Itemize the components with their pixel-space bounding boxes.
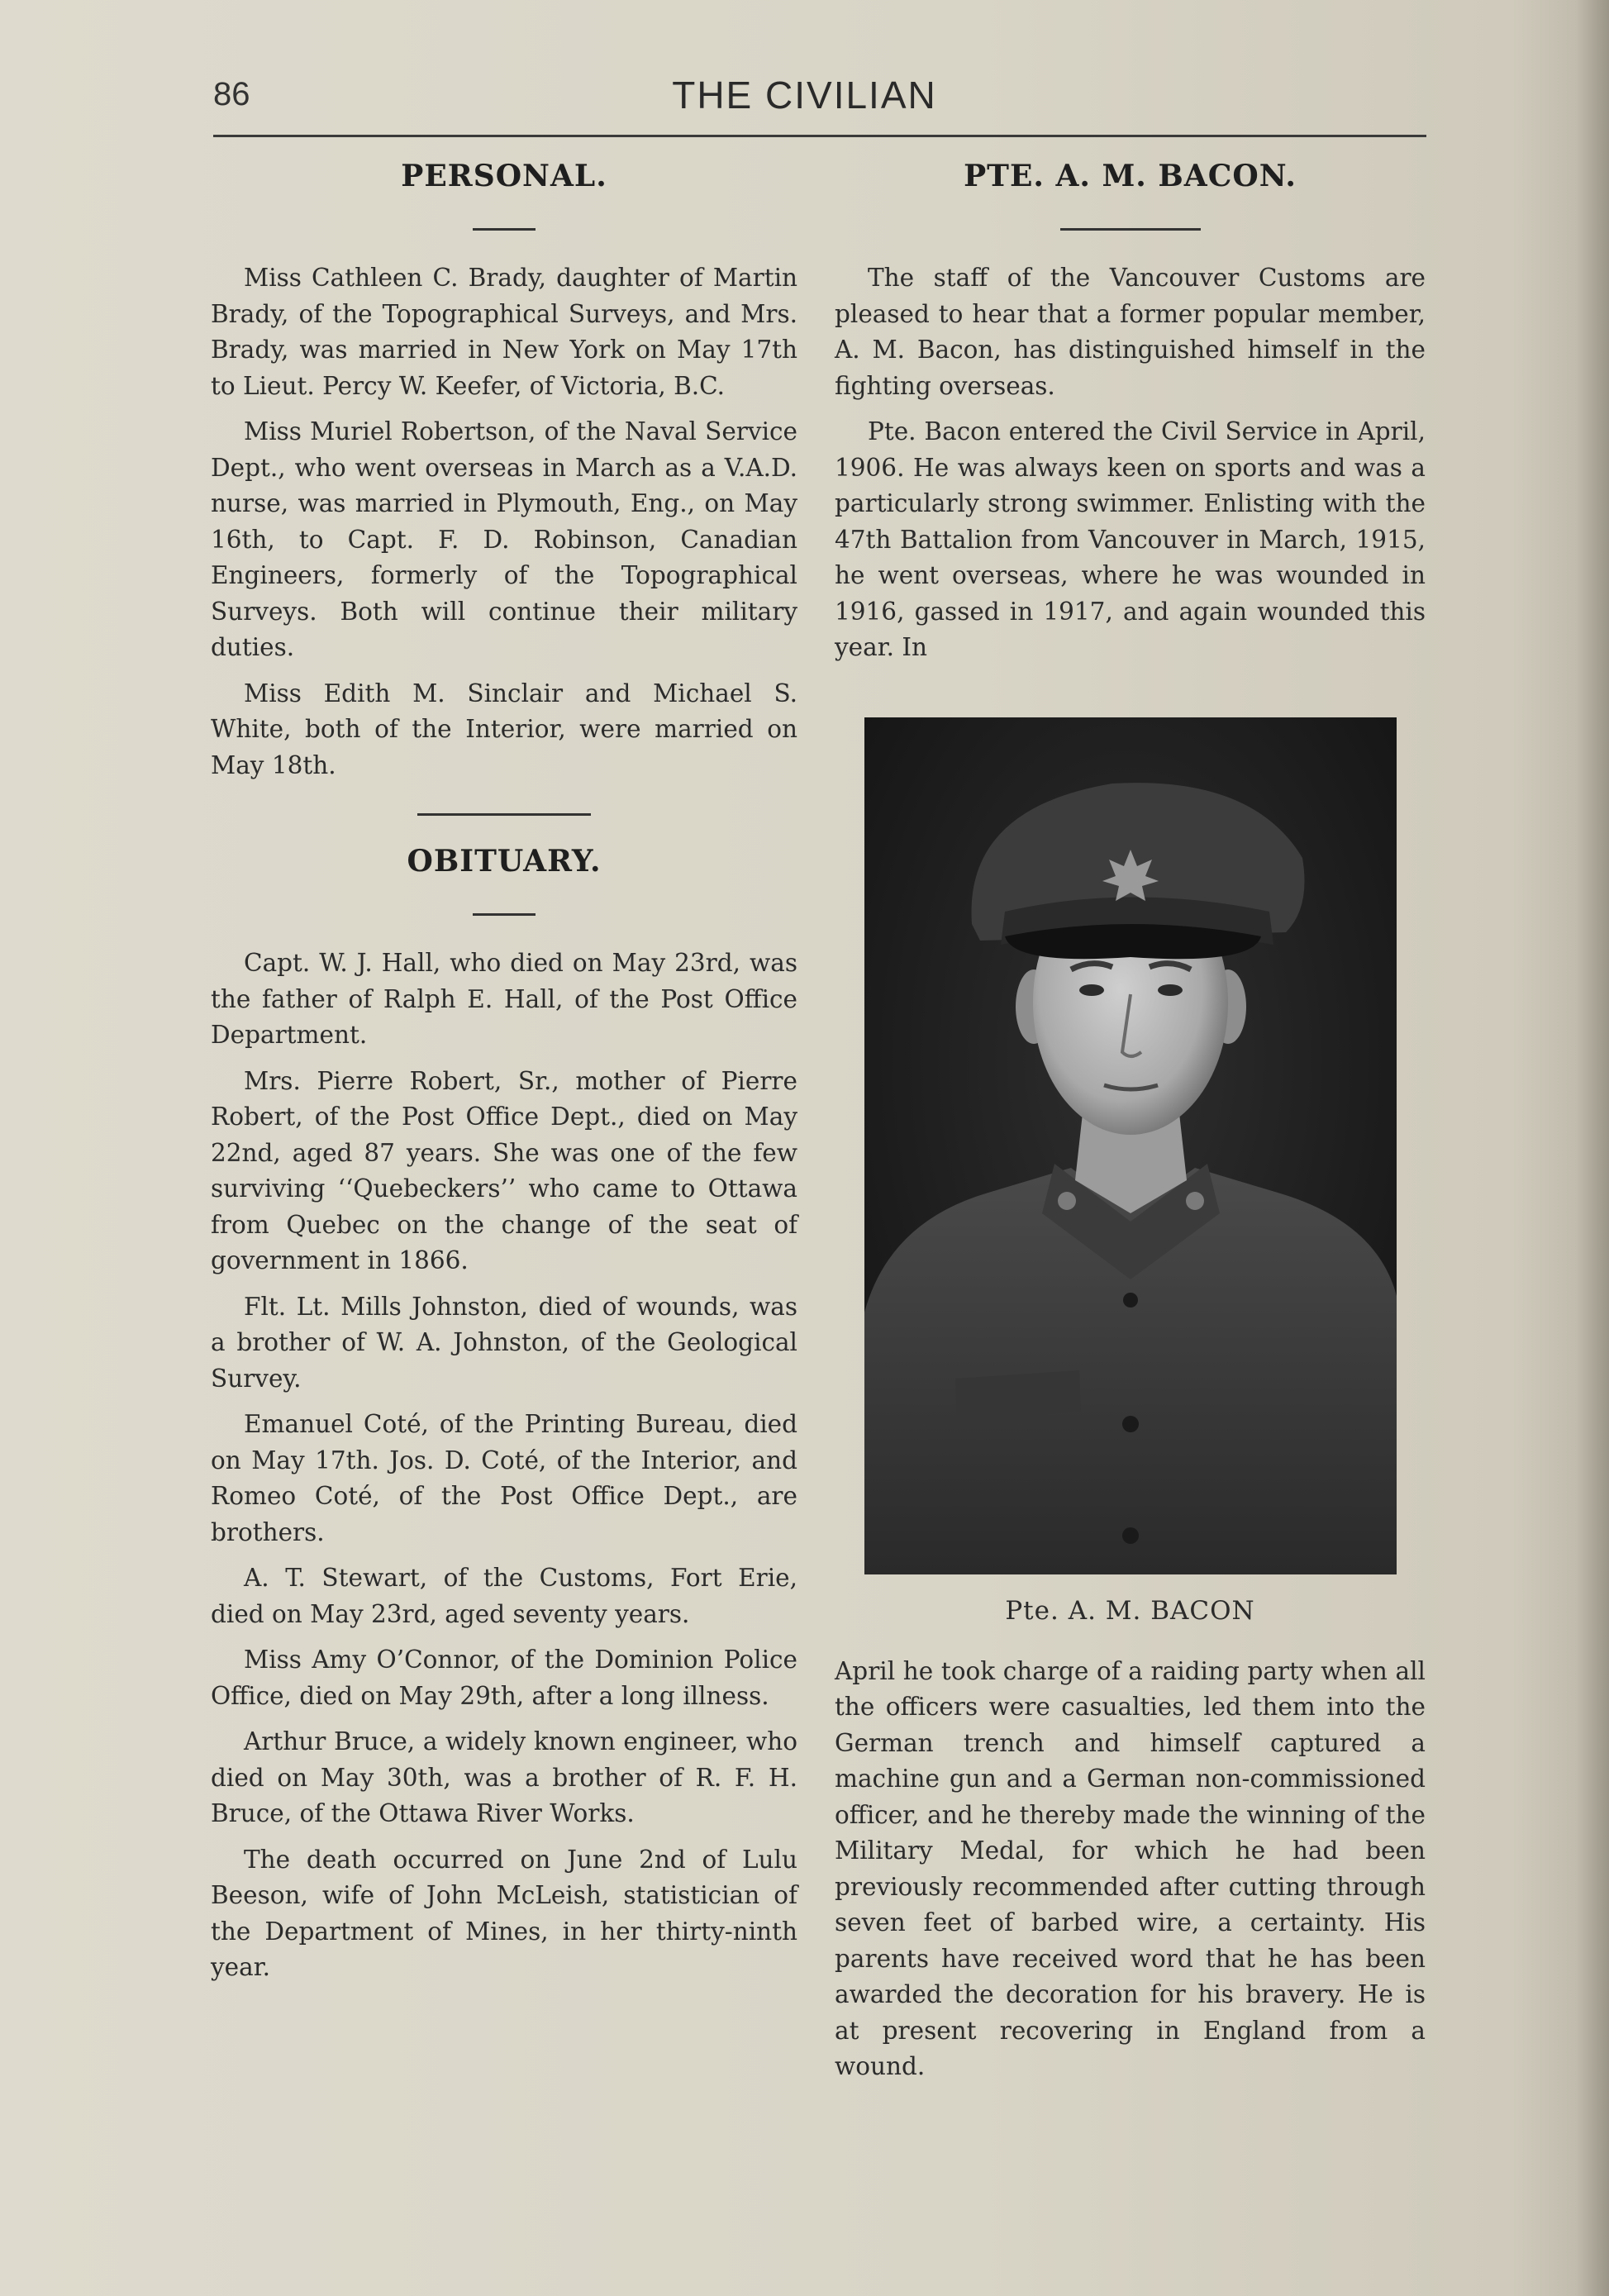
bacon-paragraph: The staff of the Vancouver Customs are pleased to hear that a former popular member, A. M. Bacon, has distinguished himself in the fighting overseas. [835,264,1426,400]
obituary-paragraph: Arthur Bruce, a widely known engineer, who died on May 30th, was a brother of R. F. H. Bruce, of the Ottawa River Works. [211,1727,797,1827]
bacon-paragraph: Pte. Bacon entered the Civil Service in April, 1906. He was always keen on sports and was a particularly strong swimmer. Enlisting with the 47th Battalion from Vancouver in March, 1915, he went overseas, where he was wounded in 1916, gassed in 1917, and again wounded this year. In [835,417,1426,661]
header-rule [213,135,1426,137]
section-divider [417,813,591,816]
right-column [835,149,1426,2095]
page-edge-shadow [1576,0,1609,2296]
bacon-heading-rule [1060,228,1201,231]
obituary-paragraph: Miss Amy O’Connor, of the Dominion Police Office, died on May 29th, after a long illness. [211,1646,797,1710]
obituary-paragraph: Mrs. Pierre Robert, Sr., mother of Pierre Robert, of the Post Office Dept., died on May 22nd, aged 87 years. She was one of the few surviving ‘‘Quebeckers’’ who came to Ottawa from Quebec on the change of the seat of government in 1866. [211,1066,797,1274]
personal-paragraph: Miss Cathleen C. Brady, daughter of Martin Brady, of the Topographical Surveys, and Mrs. Brady, was married in New York on May 17th to Lieut. Percy W. Keefer, of Victoria, B.C. [211,264,797,400]
personal-paragraph: Miss Muriel Robertson, of the Naval Service Dept., who went overseas in March as a V.A.D. nurse, was married in Plymouth, Eng., on May 16th, to Capt. F. D. Robinson, Canadian Engineers, formerly of the Topographical Surveys. Both will continue their military duties. [211,417,797,661]
obituary-paragraph: A. T. Stewart, of the Customs, Fort Erie, died on May 23rd, aged seventy years. [211,1564,797,1628]
soldier-portrait-photo [864,717,1397,1574]
obituary-paragraph: Flt. Lt. Mills Johnston, died of wounds, was a brother of W. A. Johnston, of the Geological Survey. [211,1292,797,1393]
bacon-paragraph: April he took charge of a raiding party when all the officers were casualties, led them into the German trench and himself captured a machine gun and a German non-commissioned officer, and he thereby made the winning of the Military Medal, for which he had been previously recommended after cutting through seven feet of barbed wire, a certainty. His parents have received word that he has been awarded the decoration for his bravery. He is at present recovering in England from a wound. [835,1656,1426,2080]
obituary-paragraph: Capt. W. J. Hall, who died on May 23rd, was the father of Ralph E. Hall, of the Post Office Department. [211,949,797,1049]
personal-paragraph: Miss Edith M. Sinclair and Michael S. White, both of the Interior, were married on May 18th. [211,679,797,779]
obituary-heading: OBITUARY. [407,844,602,879]
personal-heading: PERSONAL. [401,159,607,193]
photo-caption: Pte. A. M. BACON [1005,1595,1255,1626]
left-column [211,149,797,1996]
obituary-paragraph: The death occurred on June 2nd of Lulu Beeson, wife of John McLeish, statistician of the Department of Mines, in her thirty-ninth year. [211,1845,797,1981]
masthead-title: THE CIVILIAN [672,74,937,117]
page-number: 86 [213,76,250,112]
obituary-heading-rule [473,913,536,916]
portrait-illustration [864,717,1397,1574]
bacon-heading: PTE. A. M. BACON. [964,159,1297,193]
obituary-paragraph: Emanuel Coté, of the Printing Bureau, died on May 17th. Jos. D. Coté, of the Interior, and Romeo Coté, of the Post Office Dept., are brothers. [211,1410,797,1546]
personal-heading-rule [473,228,536,231]
